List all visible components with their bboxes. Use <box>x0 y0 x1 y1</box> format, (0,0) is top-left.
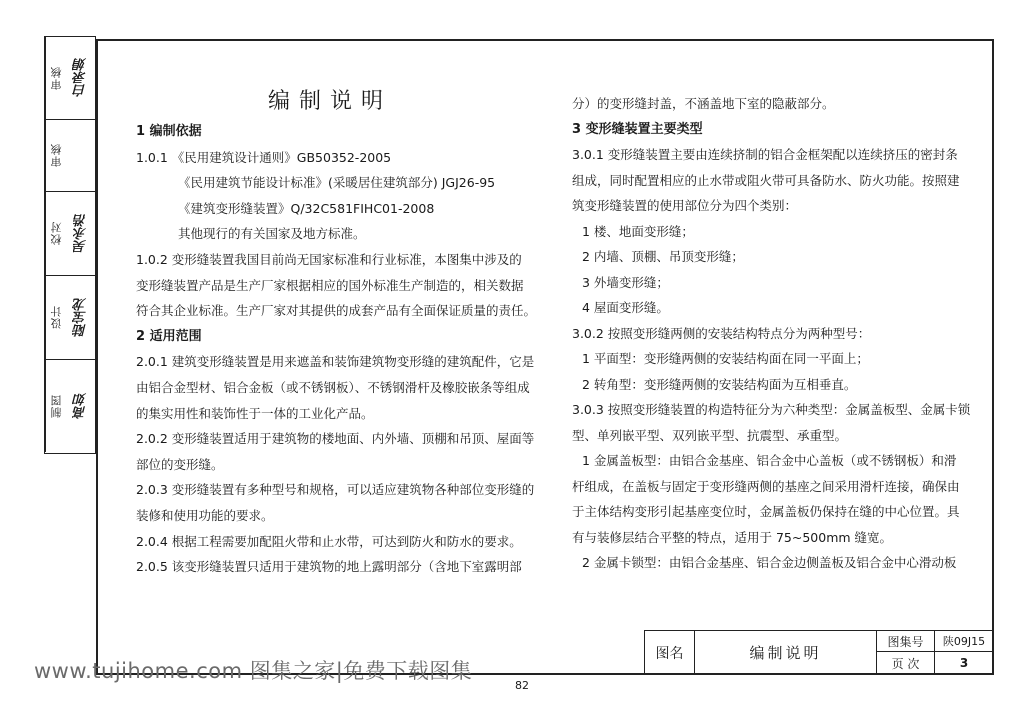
title-block <box>644 630 994 675</box>
text-line: 装修和使用功能的要求。 <box>136 508 274 523</box>
text-line: 1 金属盖板型：由铝合金基座、铝合金中心盖板（或不锈钢板）和滑 <box>582 453 957 468</box>
text-line: 2.0.3 变形缝装置有多种型号和规格，可以适应建筑物各种部位变形缝的 <box>136 482 535 498</box>
page-label: 页 次 <box>877 652 935 674</box>
text-line: 符合其企业标准。生产厂家对其提供的成套产品有全面保证质量的责任。 <box>136 303 537 319</box>
text-line: 1.0.1 《民用建筑设计通则》GB50352-2005 <box>136 149 392 165</box>
atlas-number-value: 陕09J15 <box>935 631 993 652</box>
section-heading: 3 变形缝装置主要类型 <box>572 121 703 137</box>
text-line: 3 外墙变形缝； <box>582 274 669 290</box>
text-line: 杆组成，在盖板与固定于变形缝两侧的基座之间采用滑杆连接，确保由 <box>572 478 960 494</box>
text-line: 《建筑变形缝装置》Q/32C581FIHC01-2008 <box>178 200 435 216</box>
role-label: 校对 <box>45 192 68 275</box>
page-value: 3 <box>959 656 969 670</box>
text-line: 的集实用性和装饰性于一体的工业化产品。 <box>136 405 374 421</box>
text-line: 4 屋面变形缝。 <box>582 300 669 315</box>
signature-cell <box>45 119 95 191</box>
signature: 白录娟 <box>74 58 89 98</box>
text-line: 1 平面型：变形缝两侧的安装结构面在同一平面上； <box>582 351 869 366</box>
text-line: 3.0.3 按照变形缝装置的构造特征分为六种类型：金属盖板型、金属卡锁 <box>572 402 971 417</box>
text-line: 2 内墙、顶棚、吊顶变形缝； <box>582 249 744 264</box>
text-line: 2.0.4 根据工程需要加配阻火带和止水带，可达到防火和防水的要求。 <box>136 533 522 549</box>
role-label: 审核 <box>45 120 68 191</box>
signature-strip <box>44 36 96 454</box>
signature-cell <box>45 37 95 119</box>
text-line: 2 转角型：变形缝两侧的安装结构面为互相垂直。 <box>582 376 857 392</box>
text-line: 2 金属卡锁型：由铝合金基座、铝合金边侧盖板及铝合金中心滑动板 <box>582 555 957 570</box>
text-line: 1 楼、地面变形缝； <box>582 223 694 239</box>
text-line: 筑变形缝装置的使用部位分为四个类别： <box>572 198 798 213</box>
text-line: 2.0.1 建筑变形缝装置是用来遮盖和装饰建筑物变形缝的建筑配件，它是 <box>136 354 535 370</box>
text-line: 其他现行的有关国家及地方标准。 <box>178 226 366 242</box>
page-number: 82 <box>515 679 529 692</box>
watermark-text: www.tujihome.com 图集之家|免费下载图集 <box>34 659 473 683</box>
text-line: 于主体结构变形引起基座变位时，金属盖板仍保持在缝的中心位置。具 <box>572 504 960 519</box>
signature <box>68 120 95 191</box>
signature: 吴永浩 <box>74 214 89 253</box>
text-line: 由铝合金型材、铝合金板（或不锈钢板）、不锈钢滑杆及橡胶嵌条等组成 <box>136 380 530 395</box>
section-heading: 2 适用范围 <box>136 328 202 344</box>
text-line: 型、单列嵌平型、双列嵌平型、抗震型、承重型。 <box>572 427 848 443</box>
text-line: 2.0.5 该变形缝装置只适用于建筑物的地上露明部分（含地下室露明部 <box>136 559 522 575</box>
signature-cell <box>45 275 95 359</box>
text-line: 变形缝装置产品是生产厂家根据相应的国外标准生产制造的，相关数据 <box>136 277 524 293</box>
role-label: 制图 <box>45 360 68 452</box>
signature: 高如 <box>74 393 89 419</box>
text-line: 《民用建筑节能设计标准》(采暖居住建筑部分) JGJ26-95 <box>178 175 496 191</box>
drawing-name-value: 编制说明 <box>695 631 877 674</box>
role-label: 审核 <box>45 37 68 119</box>
text-line: 分）的变形缝封盖，不涵盖地下室的隐蔽部分。 <box>572 96 835 111</box>
signature-cell <box>45 191 95 275</box>
section-heading: 1 编制依据 <box>136 124 202 139</box>
text-line: 部位的变形缝。 <box>136 456 224 472</box>
text-line: 组成，同时配置相应的止水带或阻火带可具备防水、防火功能。按照建 <box>572 172 960 188</box>
text-line: 3.0.2 按照变形缝两侧的安装结构特点分为两种型号： <box>572 325 871 341</box>
atlas-number-label: 图集号 <box>877 631 935 652</box>
text-line: 1.0.2 变形缝装置我国目前尚无国家标准和行业标准，本图集中涉及的 <box>136 252 522 267</box>
role-label: 设计 <box>45 276 68 359</box>
text-line: 3.0.1 变形缝装置主要由连续挤制的铝合金框架配以连续挤压的密封条 <box>572 147 958 162</box>
drawing-name-label: 图名 <box>645 631 695 674</box>
signature: 陆宝龙 <box>74 298 89 337</box>
signature-cell <box>45 359 95 452</box>
page-title: 编制说明 <box>268 89 393 114</box>
text-line: 有与装修层结合平整的特点，适用于 75~500mm 缝宽。 <box>572 529 893 545</box>
text-line: 2.0.2 变形缝装置适用于建筑物的楼地面、内外墙、顶棚和吊顶、屋面等 <box>136 431 535 447</box>
